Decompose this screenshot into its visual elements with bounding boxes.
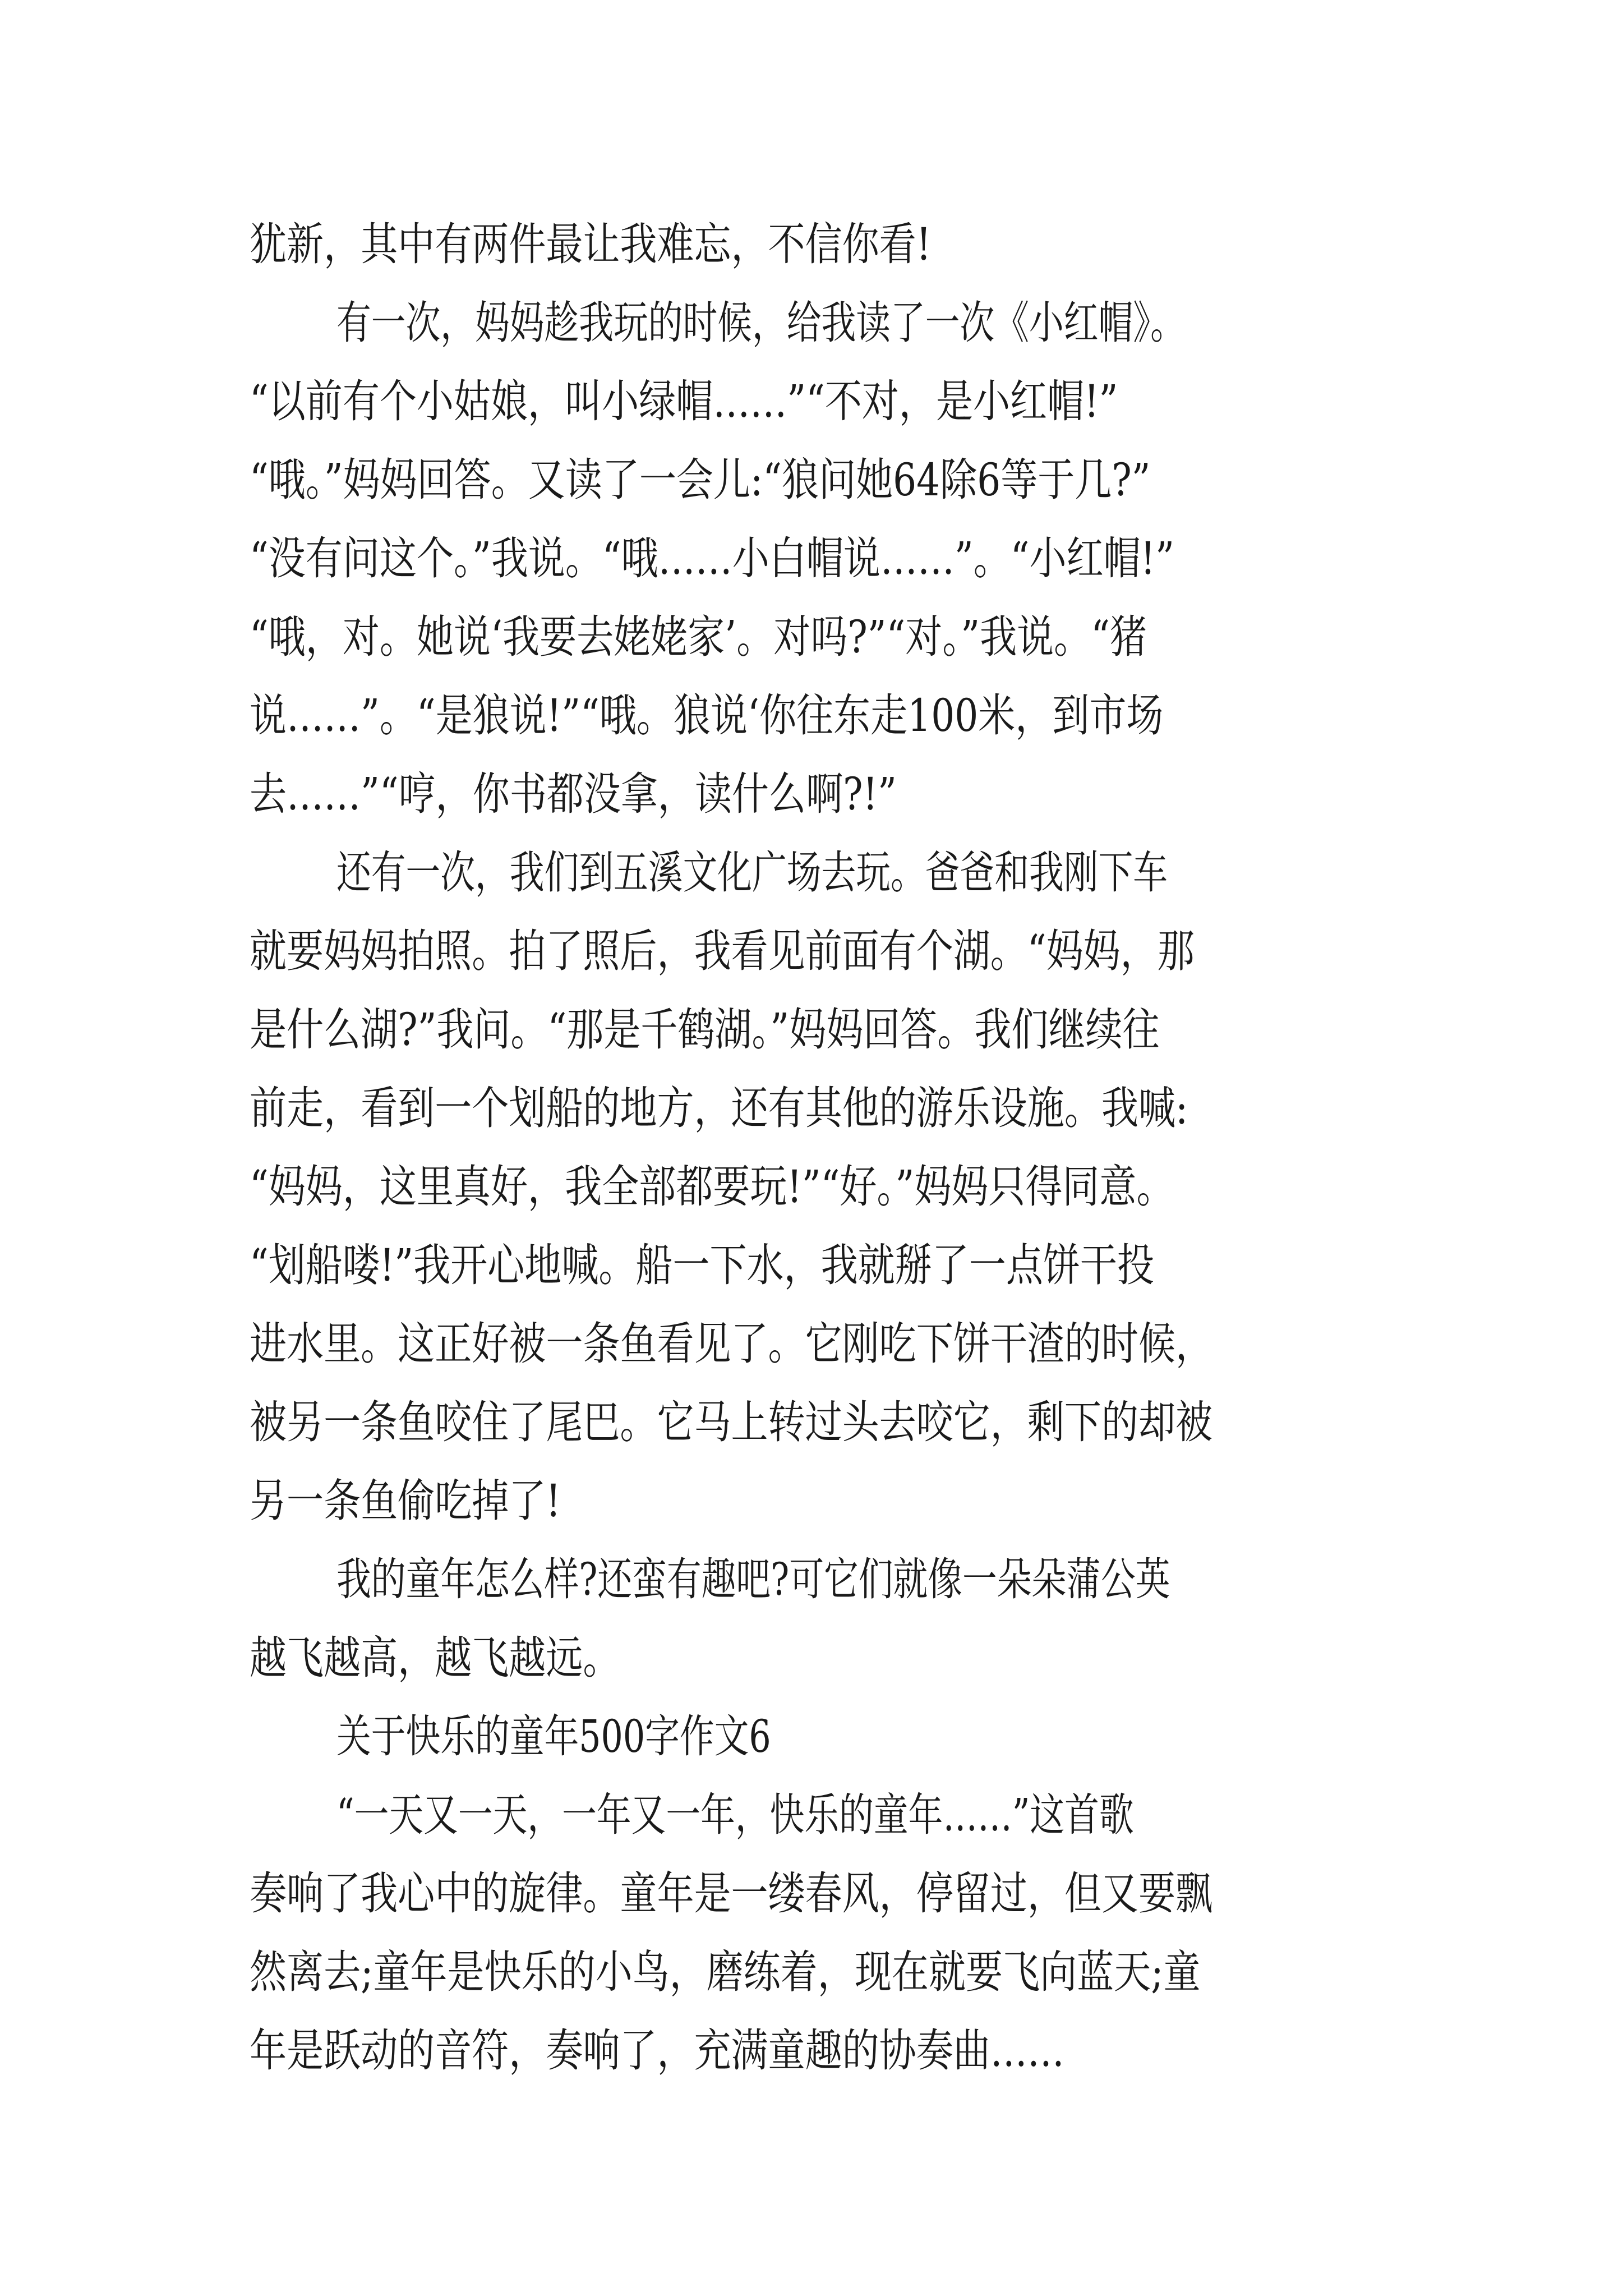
text-line: “妈妈，这里真好，我全部都要玩!”“好。”妈妈只得同意。 (250, 1161, 1174, 1213)
text-line: 年是跃动的音符，奏响了，充满童趣的协奏曲…… (250, 2024, 1064, 2077)
text-line: 然离去;童年是快乐的小鸟，磨练着，现在就要飞向蓝天;童 (250, 1946, 1201, 1998)
paragraph-first-line: 有一次，妈妈趁我玩的时候，给我读了一次《小红帽》。 (336, 297, 1185, 349)
text-line: “以前有个小姑娘，叫小绿帽……”“不对，是小红帽!” (250, 375, 1118, 427)
text-line: “划船喽!”我开心地喊。船一下水，我就掰了一点饼干投 (250, 1239, 1154, 1291)
text-line: “哦。”妈妈回答。又读了一会儿:“狼问她64除6等于几?” (250, 454, 1151, 506)
paragraph-first-line: 我的童年怎么样?还蛮有趣吧?可它们就像一朵朵蒲公英 (336, 1553, 1170, 1605)
text-line: “哦，对。她说‘我要去姥姥家’。对吗?”“对。”我说。“猪 (250, 611, 1147, 663)
text-line: 前走，看到一个划船的地方，还有其他的游乐设施。我喊: (250, 1082, 1188, 1134)
text-line: 去……”“哼，你书都没拿，读什么啊?!” (250, 768, 897, 820)
paragraph-first-line: “一天又一天，一年又一年，快乐的童年……”这首歌 (336, 1789, 1134, 1841)
text-line: 被另一条鱼咬住了尾巴。它马上转过头去咬它，剩下的却被 (250, 1396, 1213, 1448)
text-line: 是什么湖?”我问。“那是千鹤湖。”妈妈回答。我们继续往 (250, 1004, 1160, 1056)
text-line: 另一条鱼偷吃掉了! (250, 1475, 561, 1527)
paragraph-first-line: 还有一次，我们到五溪文化广场去玩。爸爸和我刚下车 (336, 846, 1168, 899)
text-line: 越飞越高，越飞越远。 (250, 1632, 620, 1684)
text-line: 说……”。“是狼说!”“哦。狼说‘你往东走100米，到市场 (250, 689, 1164, 742)
section-heading: 关于快乐的童年500字作文6 (336, 1710, 771, 1763)
text-line: “没有问这个。”我说。“哦……小白帽说……”。“小红帽!” (250, 532, 1174, 585)
text-line: 就要妈妈拍照。拍了照后，我看见前面有个湖。“妈妈，那 (250, 925, 1195, 977)
text-line: 进水里。这正好被一条鱼看见了。它刚吃下饼干渣的时候， (250, 1318, 1213, 1370)
text-line: 犹新，其中有两件最让我难忘，不信你看! (250, 218, 932, 270)
text-line: 奏响了我心中的旋律。童年是一缕春风，停留过，但又要飘 (250, 1867, 1213, 1920)
